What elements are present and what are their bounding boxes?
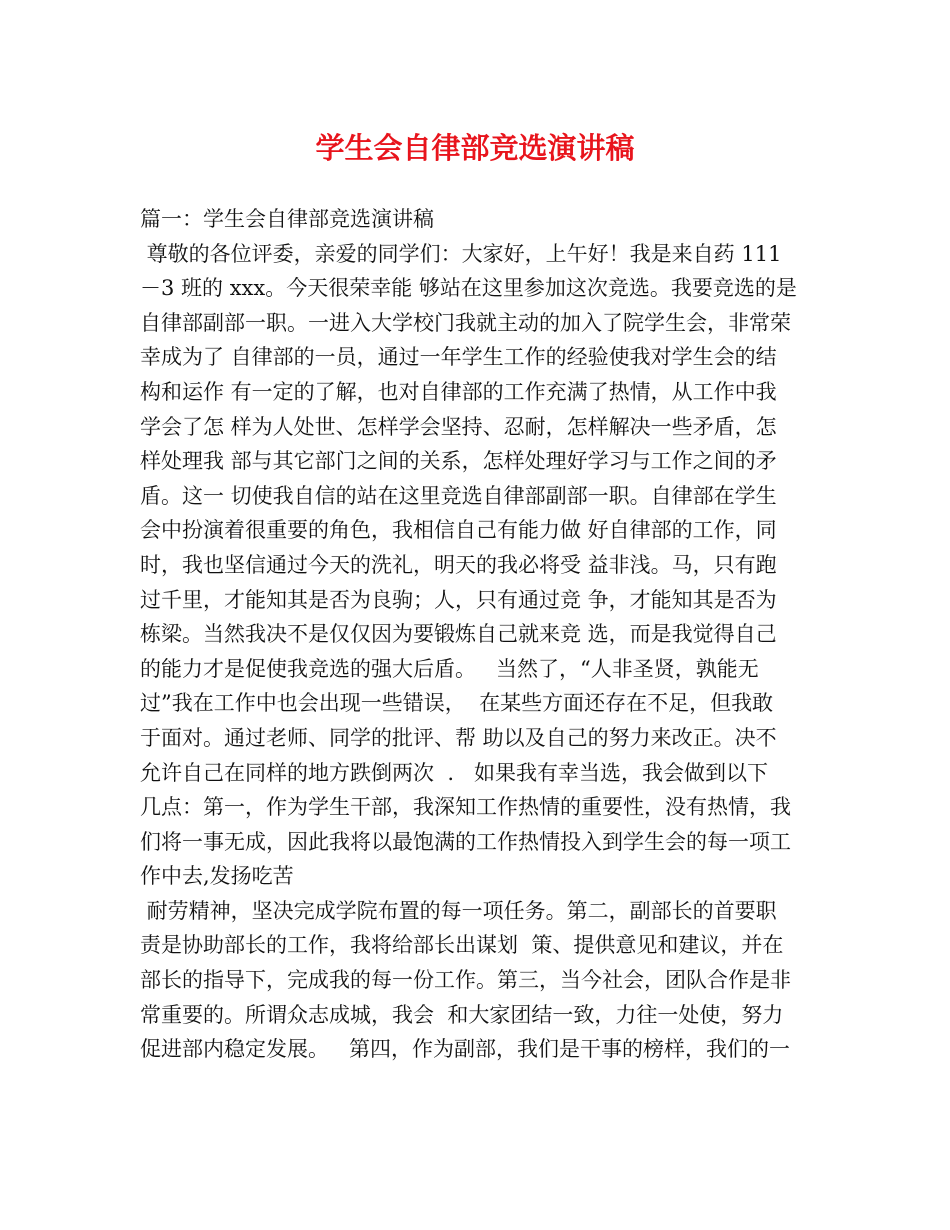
- paragraph-line: 过千里，才能知其是否为良驹；人，只有通过竞 争，才能知其是否为: [140, 587, 777, 612]
- paragraph-line: 栋梁。当然我决不是仅仅因为要锻炼自己就来竞 选，而是我觉得自己: [140, 622, 777, 647]
- paragraph-line: 责是协助部长的工作，我将给部长出谋划 策、提供意见和建议，并在: [140, 933, 784, 958]
- paragraph-line: 促进部内稳定发展。 第四，作为副部，我们是干事的榜样，我们的一: [140, 1037, 791, 1062]
- paragraph-line: －3 班的 xxx。今天很荣幸能 够站在这里参加这次竞选。我要竞选的是: [140, 276, 797, 301]
- paragraph-line: 于面对。通过老师、同学的批评、帮 助以及自己的努力来改正。决不: [140, 725, 777, 750]
- paragraph-line: 自律部副部一职。一进入大学校门我就主动的加入了院学生会，非常荣: [140, 310, 791, 335]
- section-heading: 篇一：学生会自律部竞选演讲稿: [140, 207, 434, 231]
- paragraph-line: 过”我在工作中也会出现一些错误， 在某些方面还存在不足，但我敢: [140, 691, 774, 716]
- paragraph-line: 几点：第一，作为学生干部，我深知工作热情的重要性，没有热情，我: [140, 795, 791, 820]
- paragraph-line: 部长的指导下，完成我的每一份工作。第三，当今社会，团队合作是非: [140, 968, 791, 993]
- paragraph-line: 的能力才是促使我竞选的强大后盾。 当然了，“人非圣贤，孰能无: [140, 656, 759, 681]
- paragraph-line: 耐劳精神，坚决完成学院布置的每一项任务。第二，副部长的首要职: [140, 898, 777, 923]
- paragraph-line: 样处理我 部与其它部门之间的关系，怎样处理好学习与工作之间的矛: [140, 449, 777, 474]
- paragraph-line: 学会了怎 样为人处世、怎样学会坚持、忍耐，怎样解决一些矛盾，怎: [140, 414, 777, 439]
- document-title: 学生会自律部竞选演讲稿: [315, 131, 635, 165]
- paragraph-line: 作中去,发扬吃苦: [140, 864, 294, 889]
- paragraph-line: 盾。这一 切使我自信的站在这里竞选自律部副部一职。自律部在学生: [140, 483, 777, 508]
- paragraph-line: 构和运作 有一定的了解，也对自律部的工作充满了热情，从工作中我: [140, 379, 777, 404]
- paragraph-line: 时，我也坚信通过今天的洗礼，明天的我必将受 益非浅。马，只有跑: [140, 552, 777, 577]
- paragraph-line: 允许自己在同样的地方跌倒两次 . 如果我有幸当选，我会做到以下: [140, 760, 769, 785]
- paragraph-line: 幸成为了 自律部的一员，通过一年学生工作的经验使我对学生会的结: [140, 345, 777, 370]
- paragraph-line: 尊敬的各位评委，亲爱的同学们：大家好，上午好！我是来自药 111: [140, 241, 782, 266]
- paragraph-line: 们将一事无成，因此我将以最饱满的工作热情投入到学生会的每一项工: [140, 829, 791, 854]
- document-body: [140, 202, 812, 1067]
- paragraph-line: 常重要的。所谓众志成城，我会 和大家团结一致，力往一处使，努力: [140, 1002, 784, 1027]
- paragraph-line: 会中扮演着很重要的角色，我相信自己有能力做 好自律部的工作，同: [140, 518, 777, 543]
